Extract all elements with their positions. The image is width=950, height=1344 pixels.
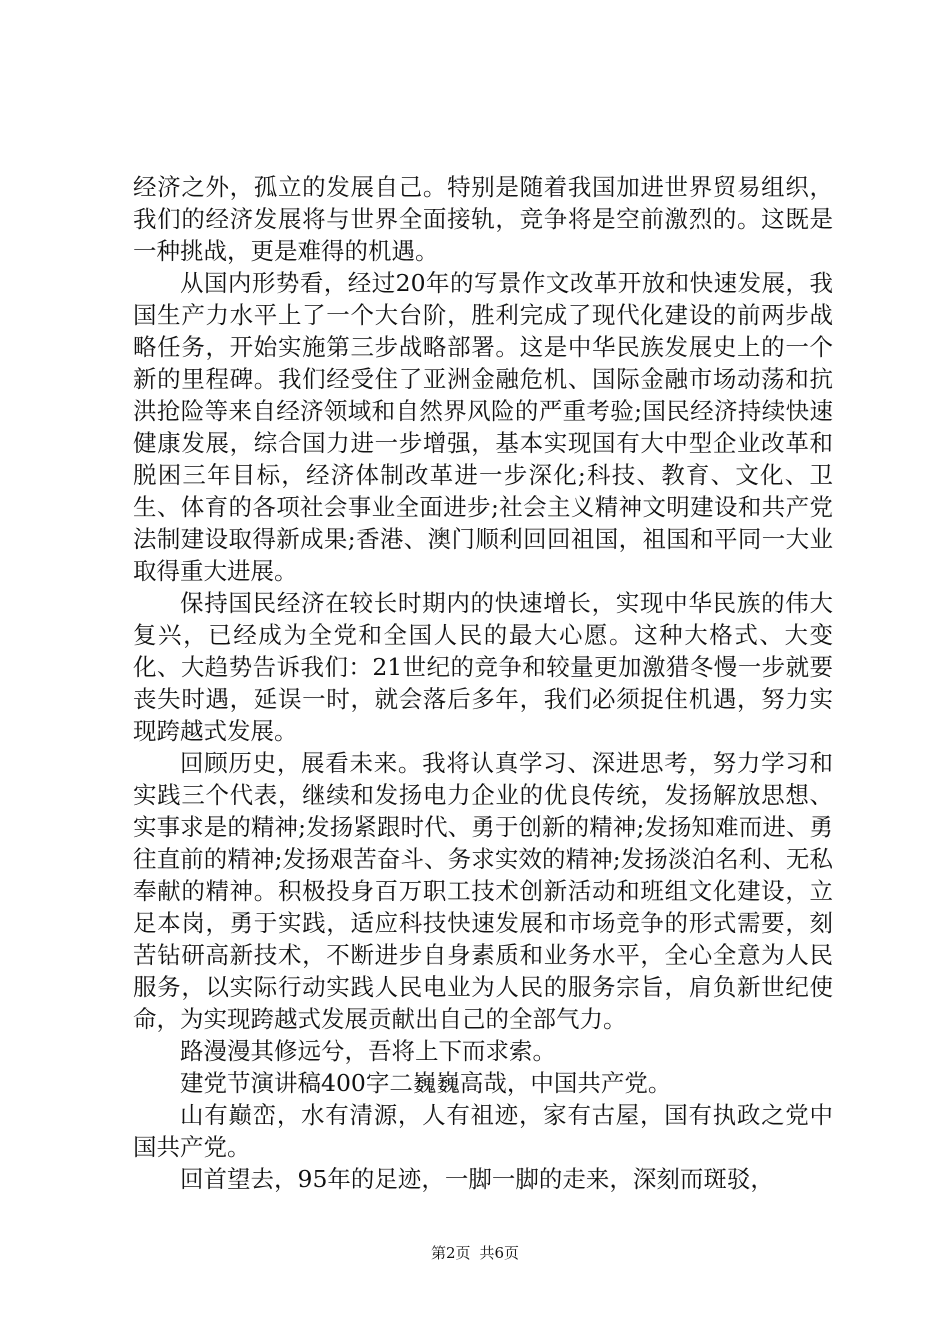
paragraph: 保持国民经济在较长时期内的快速增长，实现中华民族的伟大复兴，已经成为全党和全国人民的最大心愿。这种大格式、大变化、大趋势告诉我们：21世纪的竞争和较量更加激猎冬慢一步就要丧失时遇，延误一时，就会落后多年，我们必须捉住机遇，努力实现跨越式发展。 <box>133 589 833 745</box>
page-footer <box>0 1243 950 1263</box>
paragraph: 从国内形势看，经过20年的写景作文改革开放和快速发展，我国生产力水平上了一个大台阶，胜利完成了现代化建设的前两步战略任务，开始实施第三步战略部署。这是中华民族发展史上的一个新的里程碑。我们经受住了亚洲金融危机、国际金融市场动荡和抗洪抢险等来自经济领域和自然界风险的严重考验;国民经济持续快速健康发展，综合国力进一步增强，基本实现国有大中型企业改革和脱困三年目标，经济体制改革进一步深化;科技、教育、文化、卫生、体育的各项社会事业全面进步;社会主义精神文明建设和共产党法制建设取得新成果;香港、澳门顺利回回祖国，祖国和平同一大业取得重大进展。 <box>133 269 833 585</box>
paragraph: 路漫漫其修远兮，吾将上下而求索。 <box>180 1037 556 1065</box>
paragraph: 回首望去，95年的足迹，一脚一脚的走来，深刻而斑驳， <box>180 1165 774 1193</box>
document-body <box>133 171 833 1195</box>
paragraph: 经济之外，孤立的发展自己。特别是随着我国加进世界贸易组织，我们的经济发展将与世界全面接轨，竞争将是空前激烈的。这既是一种挑战，更是难得的机遇。 <box>133 173 833 265</box>
page-number: 第2页 <box>430 1244 471 1262</box>
paragraph: 山有巅峦，水有清源，人有祖迹，家有古屋，国有执政之党中国共产党。 <box>133 1101 833 1161</box>
paragraph: 建党节演讲稿400字二巍巍高哉，中国共产党。 <box>180 1069 672 1097</box>
page-total: 共6页 <box>479 1244 520 1262</box>
paragraph: 回顾历史，展看未来。我将认真学习、深进思考，努力学习和实践三个代表，继续和发扬电力企业的优良传统，发扬解放思想、实事求是的精神;发扬紧跟时代、勇于创新的精神;发扬知难而进、勇往直前的精神;发扬艰苦奋斗、务求实效的精神;发扬淡泊名利、无私奉献的精神。积极投身百万职工技术创新活动和班组文化建设，立足本岗，勇于实践，适应科技快速发展和市场竞争的形式需要，刻苦钻研高新技术，不断进步自身素质和业务水平，全心全意为人民服务，以实际行动实践人民电业为人民的服务宗旨，肩负新世纪使命，为实现跨越式发展贡献出自己的全部气力。 <box>133 749 833 1033</box>
